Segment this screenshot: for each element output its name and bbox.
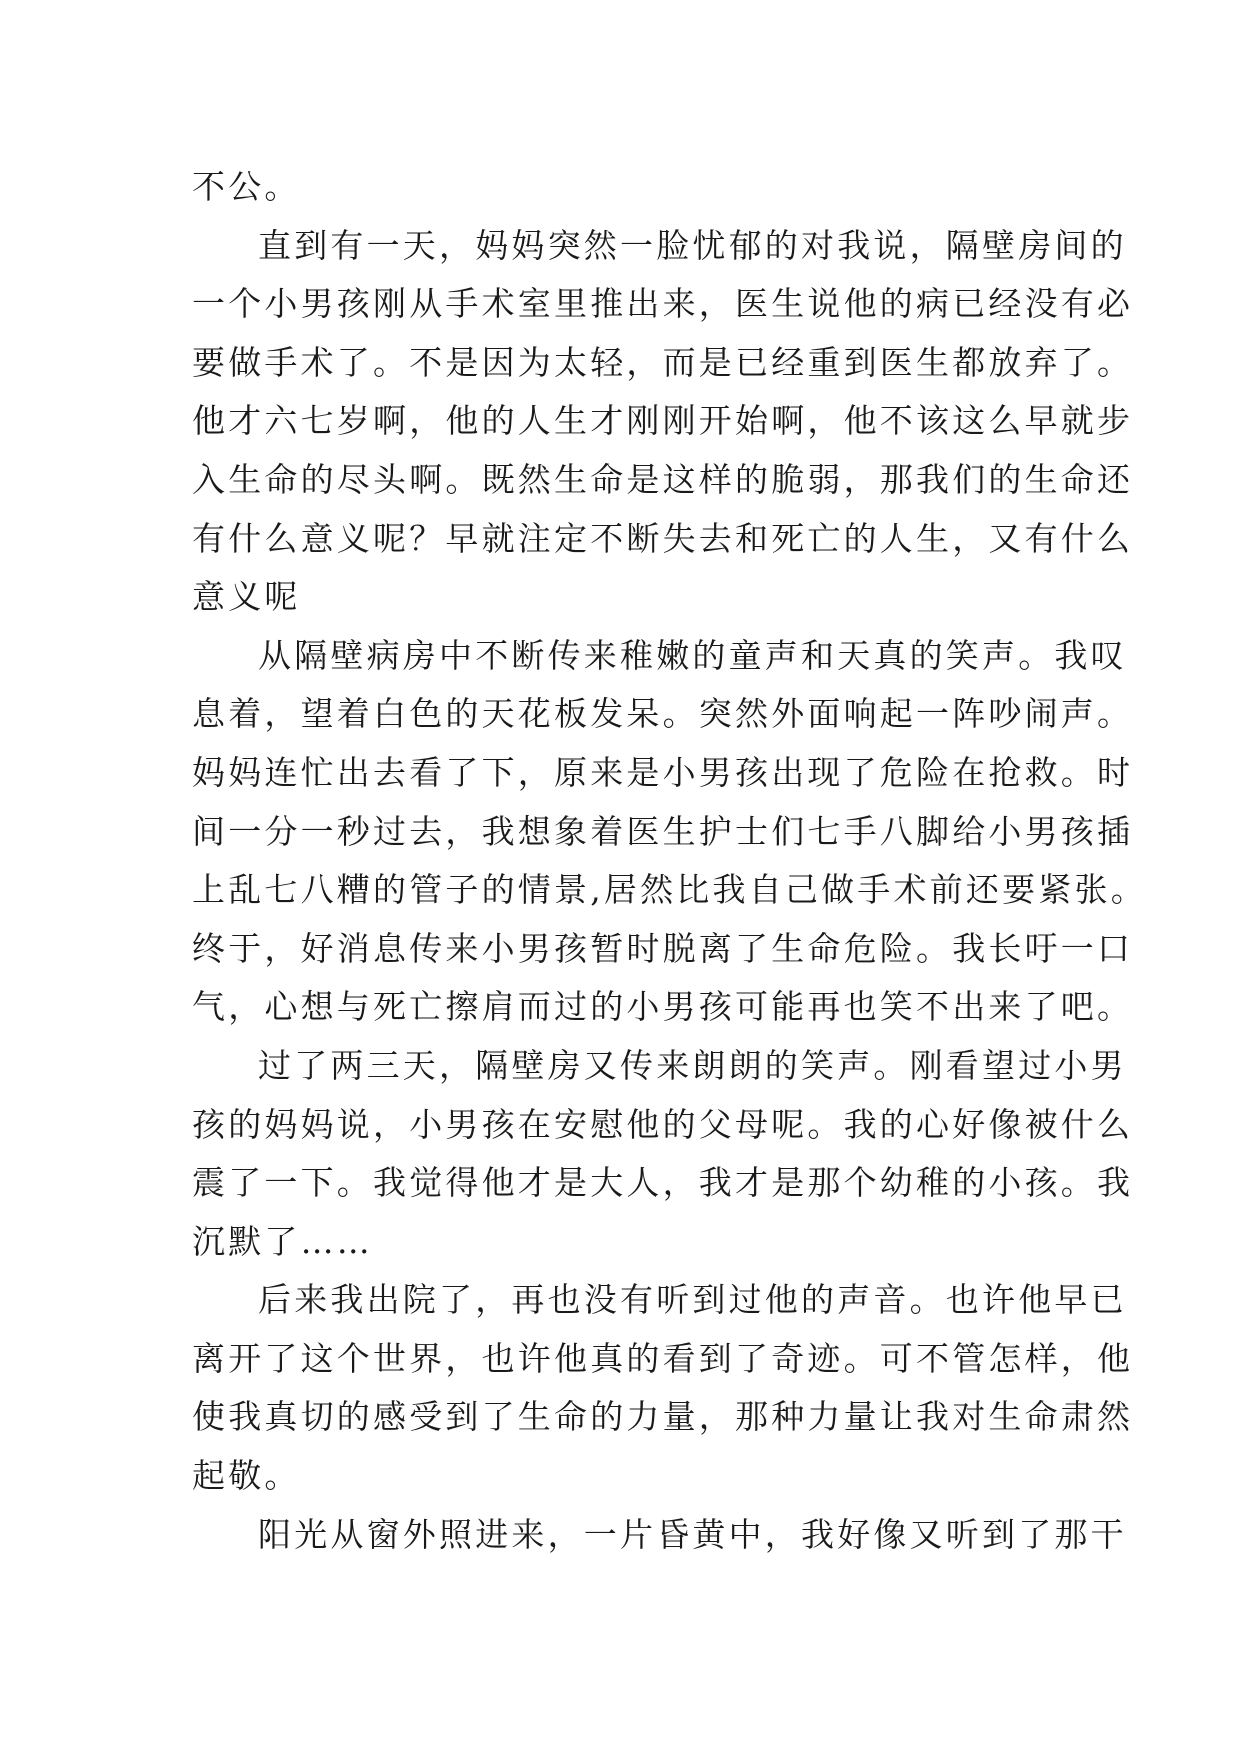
text-line: 直到有一天，妈妈突然一脸忧郁的对我说，隔壁房间的 [258,225,1127,265]
text-line: 他才六七岁啊，他的人生才刚刚开始啊，他不该这么早就步 [192,401,1134,441]
text-line: 一个小男孩刚从手术室里推出来，医生说他的病已经没有必 [192,284,1134,324]
text-line: 气，心想与死亡擦肩而过的小男孩可能再也笑不出来了吧。 [192,987,1134,1027]
body-text [192,158,1147,1564]
text-line: 孩的妈妈说，小男孩在安慰他的父母呢。我的心好像被什么 [192,1104,1134,1144]
text-line: 过了两三天，隔壁房又传来朗朗的笑声。刚看望过小男 [258,1045,1127,1085]
text-line: 沉默了…… [192,1221,373,1261]
text-line: 起敬。 [192,1456,301,1496]
text-line: 间一分一秒过去，我想象着医生护士们七手八脚给小男孩插 [192,811,1134,851]
text-line: 离开了这个世界，也许他真的看到了奇迹。可不管怎样，他 [192,1338,1134,1378]
text-line: 入生命的尽头啊。既然生命是这样的脆弱，那我们的生命还 [192,459,1134,499]
text-line: 妈妈连忙出去看了下，原来是小男孩出现了危险在抢救。时 [192,752,1134,792]
text-line: 使我真切的感受到了生命的力量，那种力量让我对生命肃然 [192,1397,1134,1437]
text-line: 阳光从窗外照进来，一片昏黄中，我好像又听到了那干 [258,1514,1127,1554]
text-line: 有什么意义呢？早就注定不断失去和死亡的人生，又有什么 [192,518,1134,558]
text-line: 上乱七八糟的管子的情景,居然比我自己做手术前还要紧张。 [192,870,1147,910]
text-line: 终于，好消息传来小男孩暂时脱离了生命危险。我长吁一口 [192,928,1134,968]
text-line: 息着，望着白色的天花板发呆。突然外面响起一阵吵闹声。 [192,694,1134,734]
text-line: 从隔壁病房中不断传来稚嫩的童声和天真的笑声。我叹 [258,635,1127,675]
text-line: 要做手术了。不是因为太轻，而是已经重到医生都放弃了。 [192,342,1134,382]
text-line: 不公。 [192,167,301,206]
text-line: 震了一下。我觉得他才是大人，我才是那个幼稚的小孩。我 [192,1163,1134,1203]
text-line: 意义呢 [192,577,301,617]
text-line: 后来我出院了，再也没有听到过他的声音。也许他早已 [258,1280,1127,1320]
